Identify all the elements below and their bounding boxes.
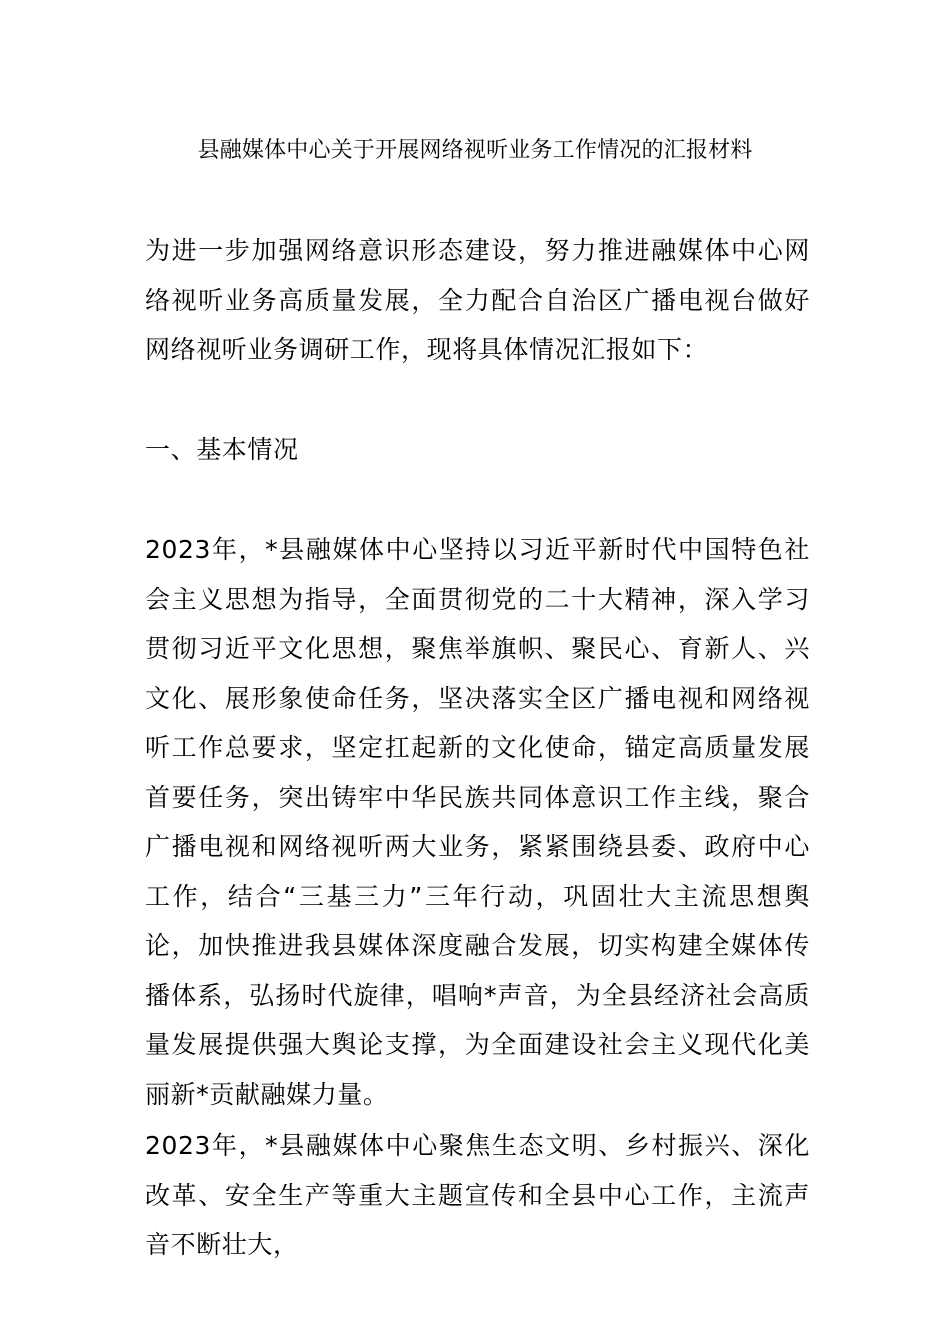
intro-paragraph: 为进一步加强网络意识形态建设，努力推进融媒体中心网络视听业务高质量发展，全力配合自治区广播电视台做好网络视听业务调研工作，现将具体情况汇报如下： [145, 236, 810, 364]
document-title: 县融媒体中心关于开展网络视听业务工作情况的汇报材料 [197, 138, 753, 163]
section-heading: 一、基本情况 [145, 435, 299, 464]
body-paragraph-1: 2023年，*县融媒体中心坚持以习近平新时代中国特色社会主义思想为指导，全面贯彻党的二十大精神，深入学习贯彻习近平文化思想，聚焦举旗帜、聚民心、育新人、兴文化、展形象使命任务，坚决落实全区广播电视和网络视听工作总要求，坚定扛起新的文化使命，锚定高质量发展首要任务，突出铸牢中华民族共同体意识工作主线，聚合广播电视和网络视听两大业务，紧紧围绕县委、政府中心工作，结合“三基三力”三年行动，巩固壮大主流思想舆论，加快推进我县媒体深度融合发展，切实构建全媒体传播体系，弘扬时代旋律，唱响*声音，为全县经济社会高质量发展提供强大舆论支撑，为全面建设社会主义现代化美丽新*贡献融媒力量。 [145, 535, 810, 1109]
body-paragraph-2: 2023年，*县融媒体中心聚焦生态文明、乡村振兴、深化改革、安全生产等重大主题宣传和全县中心工作，主流声音不断壮大， [145, 1131, 810, 1259]
